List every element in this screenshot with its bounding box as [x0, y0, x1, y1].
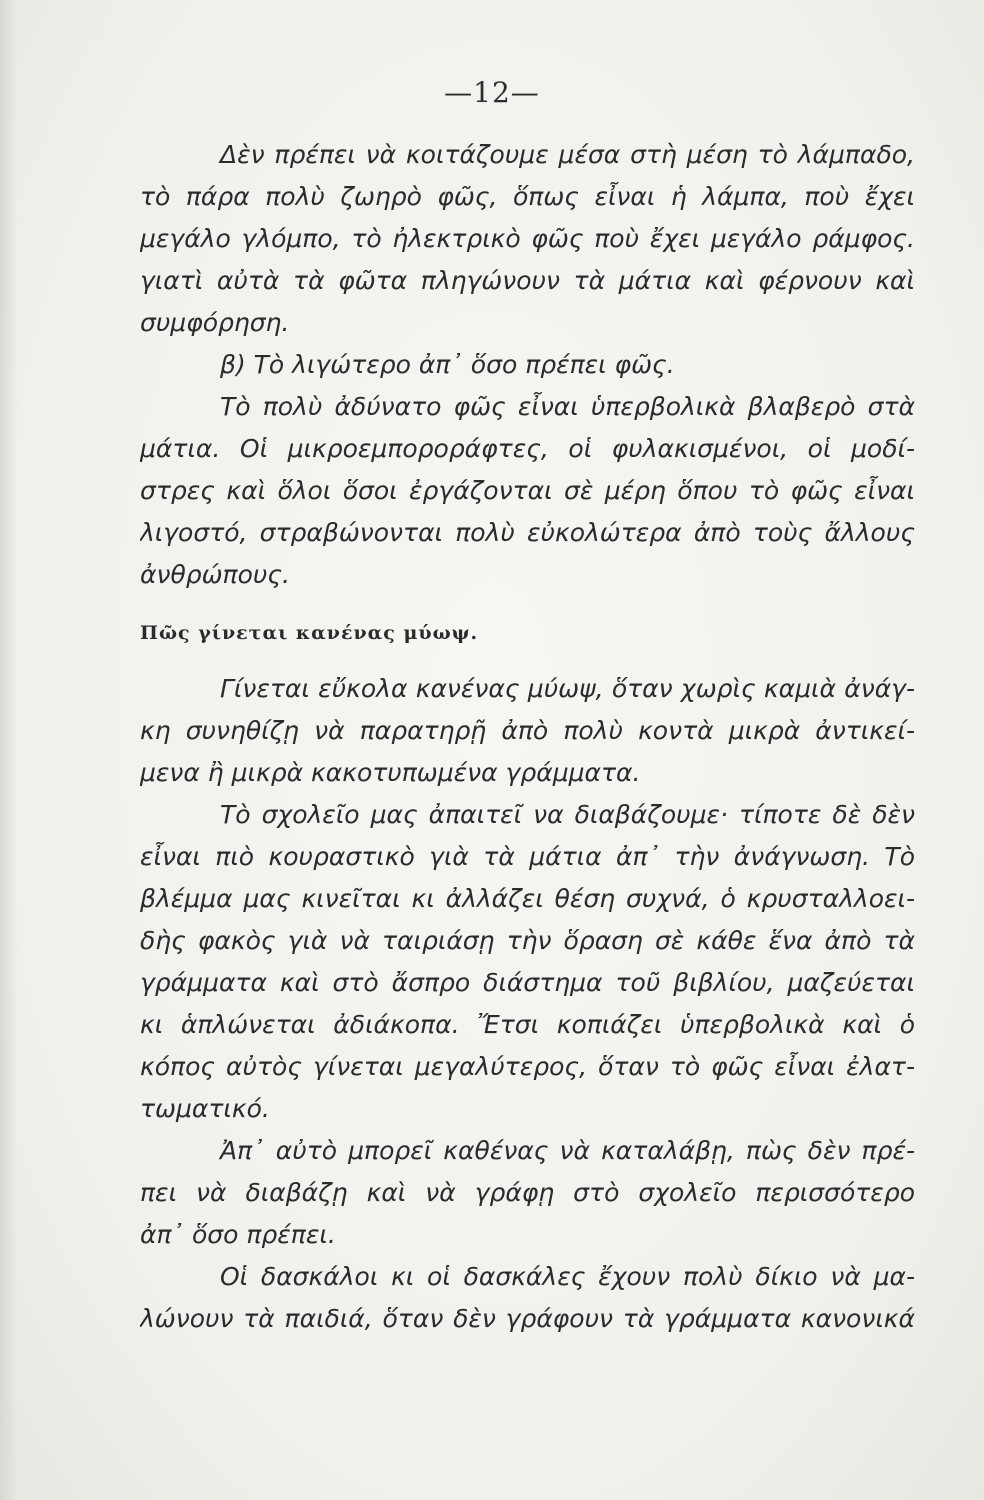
text-line: στρες καὶ ὅλοι ὅσοι ἐργάζονται σὲ μέρη ὅπου τὸ φῶς εἶναι: [140, 476, 915, 505]
text-line: ἀνθρώπους.: [140, 560, 290, 589]
text-line: εἶναι πιὸ κουραστικὸ γιὰ τὰ μάτια ἀπ᾽ τὴν ἀνάγνωση. Τὸ: [140, 842, 915, 871]
text-line: γράμματα καὶ στὸ ἄσπρο διάστημα τοῦ βιβλίου, μαζεύεται: [140, 968, 915, 997]
text-line: τὸ πάρα πολὺ ζωηρὸ φῶς, ὅπως εἶναι ἡ λάμπα, ποὺ ἔχει: [140, 182, 915, 211]
text-line: βλέμμα μας κινεῖται κι ἀλλάζει θέση συχνά, ὁ κρυσταλλοει-: [140, 884, 915, 913]
text-line: τωματικό.: [140, 1094, 270, 1123]
text-line: ἀπ᾽ ὅσο πρέπει.: [140, 1220, 336, 1249]
subsection-label: β) Τὸ λιγώτερο ἀπ᾽ ὅσο πρέπει φῶς.: [220, 350, 675, 379]
text-line: λώνουν τὰ παιδιά, ὅταν δὲν γράφουν τὰ γράμματα κανονικά: [140, 1304, 915, 1333]
text-line: πει νὰ διαβάζῃ καὶ νὰ γράφῃ στὸ σχολεῖο περισσότερο: [140, 1178, 915, 1207]
text-line: κόπος αὐτὸς γίνεται μεγαλύτερος, ὅταν τὸ φῶς εἶναι ἐλατ-: [140, 1052, 915, 1081]
page-gutter: [0, 0, 18, 1500]
text-line: γιατὶ αὐτὰ τὰ φῶτα πληγώνουν τὰ μάτια καὶ φέρνουν καὶ: [140, 266, 915, 295]
text-line: κι ἁπλώνεται ἀδιάκοπα. Ἔτσι κοπιάζει ὑπερβολικὰ καὶ ὁ: [140, 1010, 915, 1039]
body-text: [140, 134, 915, 1340]
text-line: μάτια. Οἱ μικροεμποροράφτες, οἱ φυλακισμένοι, οἱ μοδί-: [140, 434, 915, 463]
text-line: λιγοστό, στραβώνονται πολὺ εὐκολώτερα ἀπὸ τοὺς ἄλλους: [140, 518, 915, 547]
text-line: Οἱ δασκάλοι κι οἱ δασκάλες ἔχουν πολὺ δίκιο νὰ μα-: [220, 1262, 915, 1291]
section-heading: Πῶς γίνεται κανένας μύωψ.: [140, 622, 479, 644]
text-line: συμφόρηση.: [140, 308, 290, 337]
text-line: κη συνηθίζῃ νὰ παρατηρῇ ἀπὸ πολὺ κοντὰ μικρὰ ἀντικεί-: [140, 716, 915, 745]
text-line: μεγάλο γλόμπο, τὸ ἠλεκτρικὸ φῶς ποὺ ἔχει μεγάλο ράμφος.: [140, 224, 915, 253]
text-line: Γίνεται εὔκολα κανένας μύωψ, ὅταν χωρὶς καμιὰ ἀνάγ-: [220, 674, 915, 703]
text-line: Τὸ σχολεῖο μας ἀπαιτεῖ να διαβάζουμε· τίποτε δὲ δὲν: [220, 800, 915, 829]
text-line: Δὲν πρέπει νὰ κοιτάζουμε μέσα στὴ μέση τὸ λάμπαδο,: [220, 140, 915, 169]
text-line: Ἀπ᾽ αὐτὸ μπορεῖ καθένας νὰ καταλάβῃ, πὼς δὲν πρέ-: [220, 1136, 915, 1165]
text-line: Τὸ πολὺ ἀδύνατο φῶς εἶναι ὑπερβολικὰ βλαβερὸ στὰ: [220, 392, 915, 421]
text-line: δὴς φακὸς γιὰ νὰ ταιριάσῃ τὴν ὅραση σὲ κάθε ἕνα ἀπὸ τὰ: [140, 926, 915, 955]
page-number: —12—: [444, 76, 540, 109]
text-line: μενα ἢ μικρὰ κακοτυπωμένα γράμματα.: [140, 758, 641, 787]
